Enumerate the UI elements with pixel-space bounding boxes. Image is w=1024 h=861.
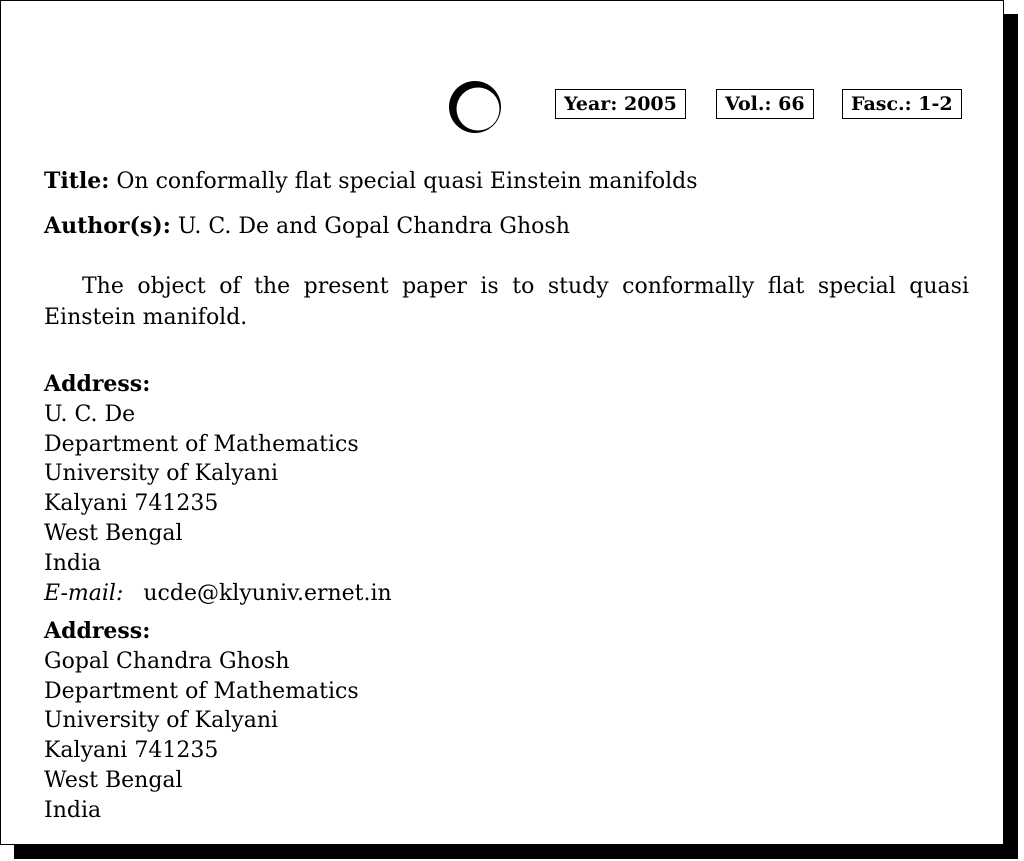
year-badge	[555, 89, 686, 119]
address-line: West Bengal	[44, 520, 183, 546]
title-label: Title:	[44, 168, 110, 194]
address-line: West Bengal	[44, 767, 183, 793]
volume-label: Vol.:	[725, 93, 772, 115]
journal-logo-icon	[447, 79, 503, 135]
address-block-1	[44, 370, 392, 608]
authors-label: Author(s):	[44, 213, 171, 239]
address-line: Department of Mathematics	[44, 431, 359, 457]
year-value: 2005	[623, 93, 677, 115]
address-line: U. C. De	[44, 401, 136, 427]
fascicle-value: 1-2	[918, 93, 953, 115]
paper-title: On conformally flat special quasi Einstein manifolds	[116, 169, 698, 194]
fascicle-label: Fasc.:	[851, 93, 912, 115]
address-block-2	[44, 617, 359, 826]
address-heading: Address:	[44, 371, 151, 397]
authors-text: U. C. De and Gopal Chandra Ghosh	[177, 214, 570, 239]
address-line: University of Kalyani	[44, 708, 279, 734]
year-label: Year:	[564, 93, 618, 115]
address-line: Kalyani 741235	[44, 491, 219, 517]
email-row	[44, 579, 392, 609]
address-line: Department of Mathematics	[44, 678, 359, 704]
abstract: The object of the present paper is to study conformally flat special quasi Einstein manifold.	[44, 274, 969, 330]
volume-value: 66	[778, 93, 805, 115]
authors-row	[44, 213, 570, 239]
address-heading: Address:	[44, 618, 151, 644]
title-row	[44, 168, 697, 194]
address-line: Gopal Chandra Ghosh	[44, 648, 290, 674]
address-line: India	[44, 550, 102, 576]
address-line: India	[44, 797, 102, 823]
email-address[interactable]: ucde@klyuniv.ernet.in	[143, 580, 392, 606]
email-label: E-mail:	[44, 580, 124, 606]
fascicle-badge	[842, 89, 962, 119]
address-line: Kalyani 741235	[44, 738, 219, 764]
address-line: University of Kalyani	[44, 461, 279, 487]
volume-badge	[716, 89, 814, 119]
